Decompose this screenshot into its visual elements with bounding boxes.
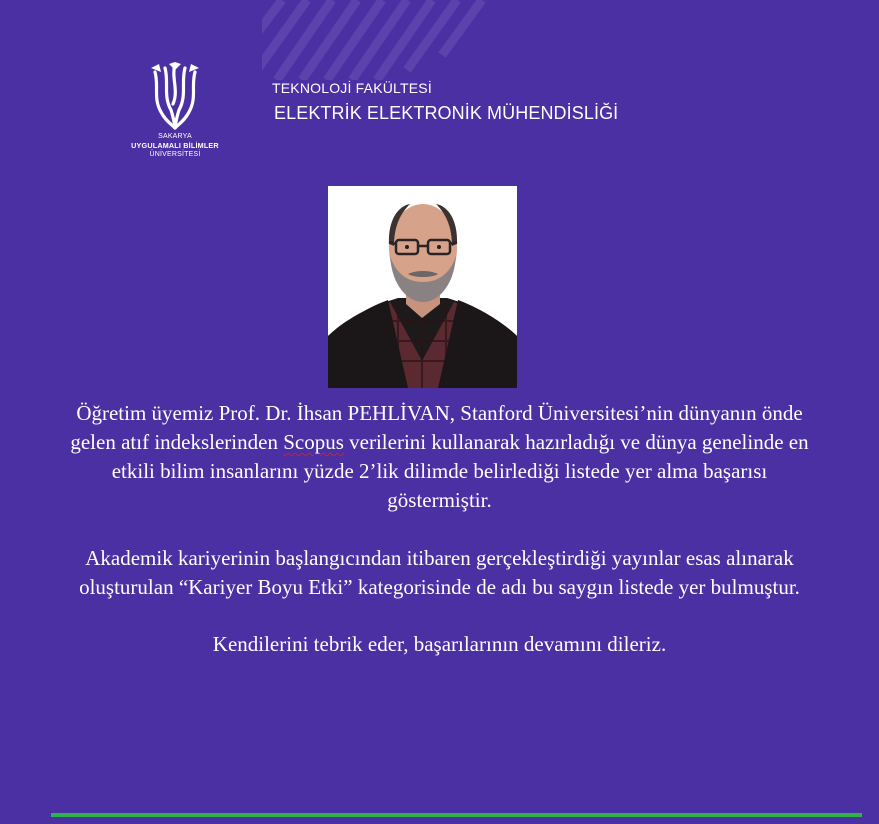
logo-wordmark xyxy=(124,132,226,159)
announcement-paragraph-2 xyxy=(10,544,869,602)
paragraph-1-line-2b: verilerini kullanarak hazırladığı ve dünya genelinde en xyxy=(343,430,809,454)
announcement-paragraph-3: Kendilerini tebrik eder, başarılarının devamını dileriz. xyxy=(212,632,667,656)
logo-line-2: UYGULAMALI BİLİMLER xyxy=(131,141,219,150)
paragraph-2-line-2: oluşturulan “Kariyer Boyu Etki” kategorisinde de adı bu saygın listede yer bulmuştur. xyxy=(79,575,800,599)
paragraph-1-line-1: Öğretim üyemiz Prof. Dr. İhsan PEHLİVAN, Stanford Üniversitesi’nin dünyanın önde xyxy=(76,401,803,425)
faculty-title: TEKNOLOJİ FAKÜLTESİ xyxy=(272,80,432,96)
paragraph-1-line-2a: gelen atıf indekslerinden xyxy=(70,430,284,454)
tulip-logo-icon xyxy=(147,62,203,130)
person-portrait xyxy=(328,186,517,388)
department-title: ELEKTRİK ELEKTRONİK MÜHENDİSLİĞİ xyxy=(274,103,619,123)
paragraph-1-line-4: göstermiştir. xyxy=(387,488,492,512)
paragraph-1-line-2 xyxy=(10,428,869,457)
university-logo xyxy=(124,62,226,170)
person-portrait-image xyxy=(328,186,517,388)
scopus-word: Scopus xyxy=(283,430,344,454)
logo-line-1: SAKARYA xyxy=(158,133,192,140)
paragraph-1-line-3: etkili bilim insanlarını yüzde 2’lik dilimde belirlediği listede yer alma başarısı xyxy=(111,459,768,483)
announcement-paragraph-1 xyxy=(10,399,869,515)
decorative-stripes xyxy=(262,0,502,80)
bottom-accent-line xyxy=(51,813,862,817)
paragraph-2-line-1: Akademik kariyerinin başlangıcından itibaren gerçekleştirdiği yayınlar esas alınarak xyxy=(85,546,794,570)
logo-line-3: ÜNİVERSİTESİ xyxy=(149,151,201,158)
